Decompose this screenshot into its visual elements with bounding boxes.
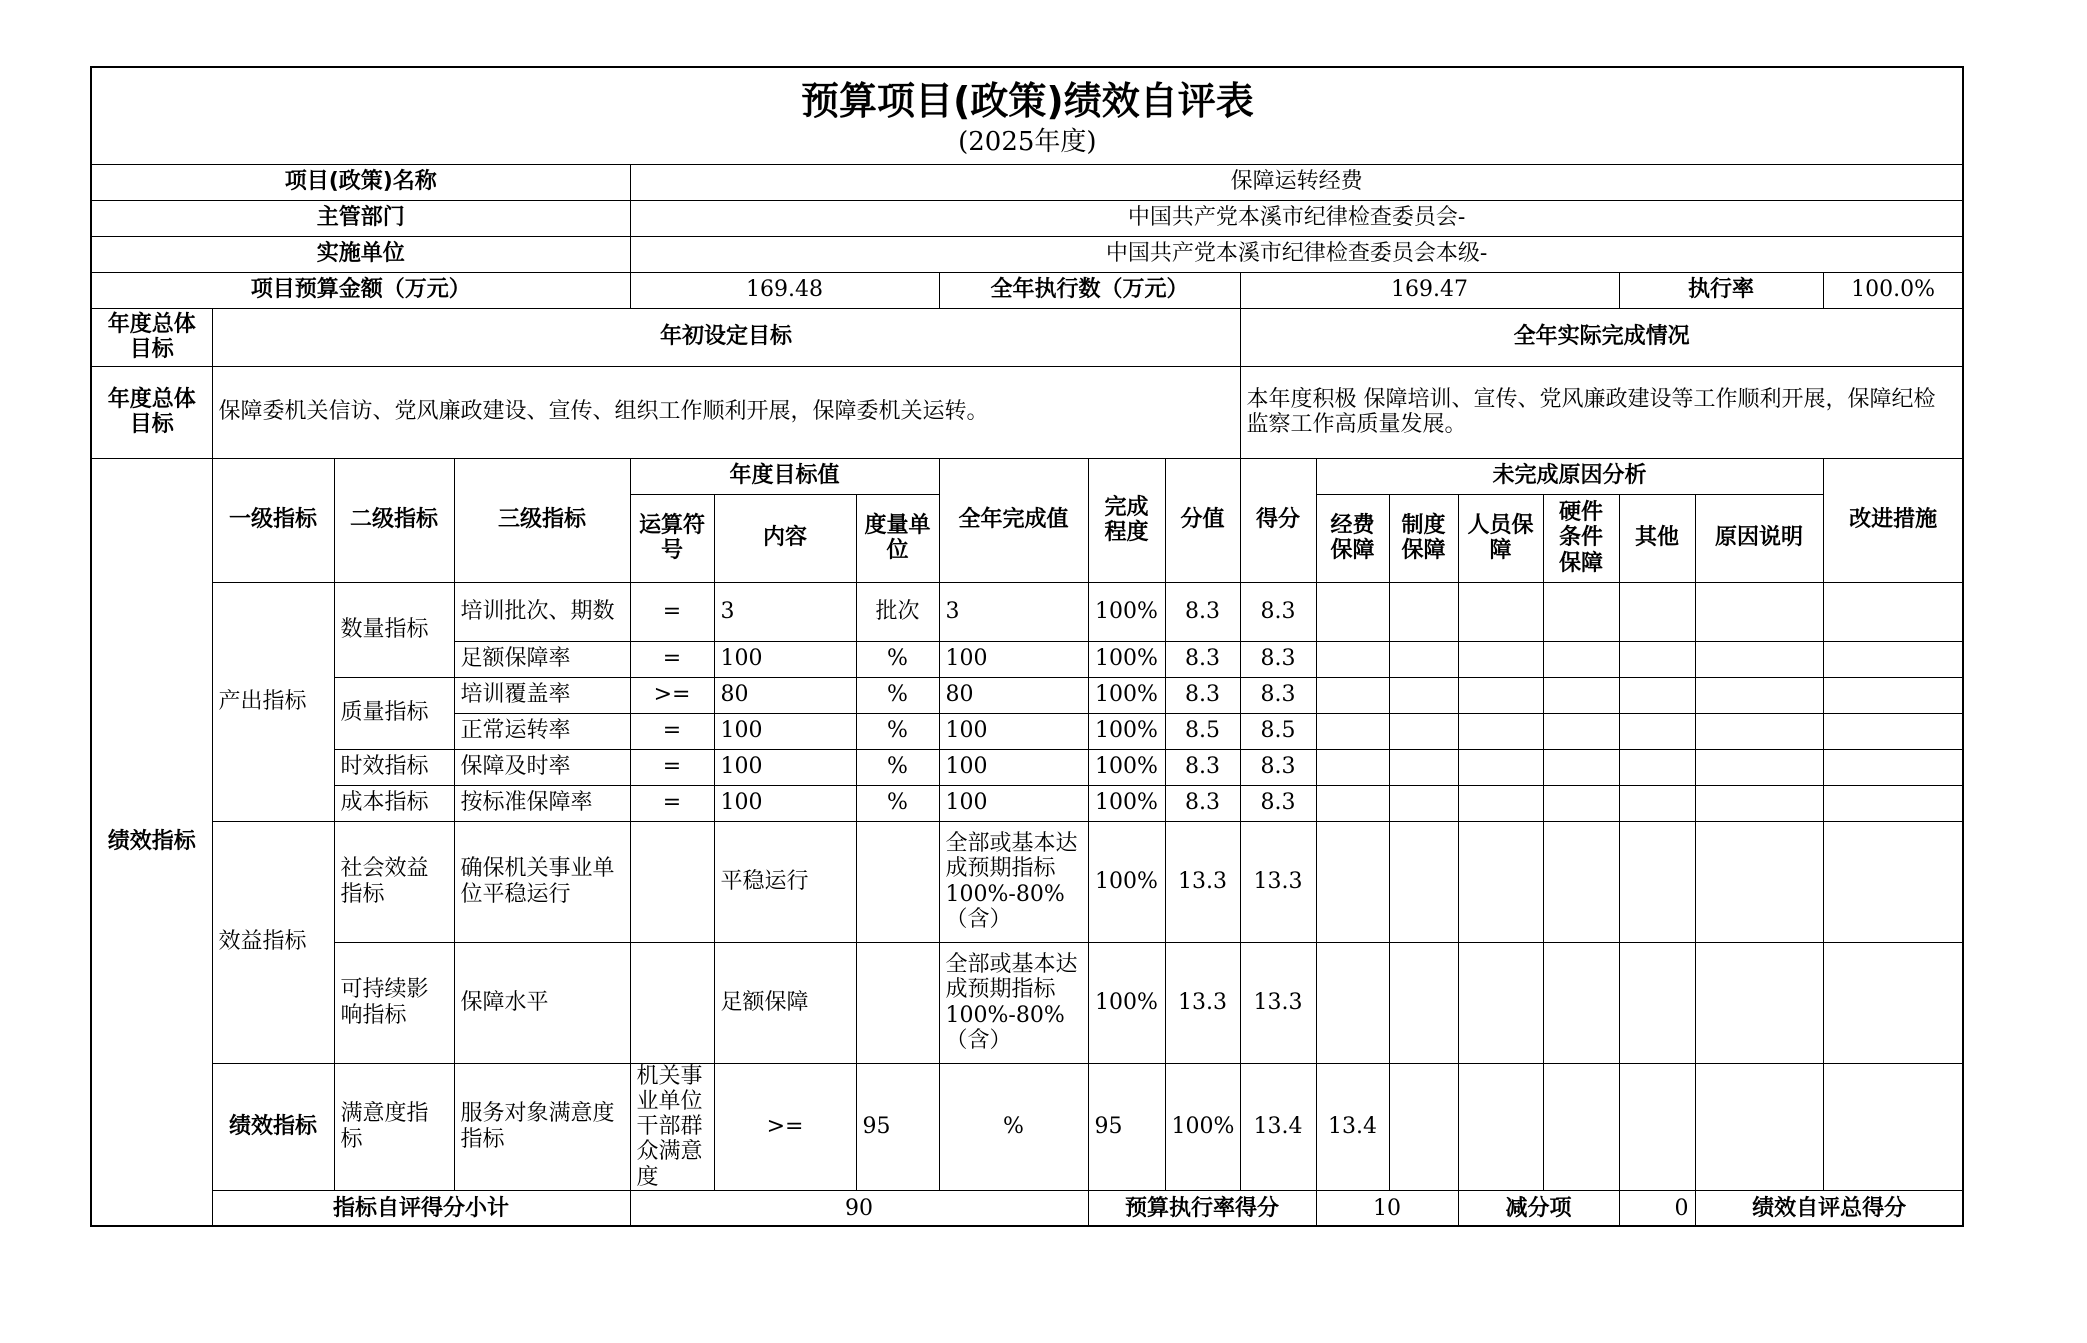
actual-goal-text: 本年度积极 保障培训、宣传、党风廉政建设等工作顺利开展，保障纪检监察工作高质量发展。	[1240, 366, 1963, 458]
group-quantity: 数量指标	[334, 582, 454, 677]
reason-header: 未完成原因分析	[1316, 458, 1823, 494]
indicator-completion: 100%	[1088, 582, 1165, 641]
reason-other-header: 其他	[1619, 494, 1695, 582]
indicator-content: 100	[714, 749, 856, 785]
indicator-value: 8.3	[1165, 677, 1240, 713]
indicator-done: 全部或基本达成预期指标100%-80%（含）	[939, 942, 1088, 1063]
operator-header: 运算符号	[630, 494, 714, 582]
dept-value: 中国共产党本溪市纪律检查委员会-	[630, 200, 1963, 236]
reason-fund-header: 经费保障	[1316, 494, 1389, 582]
indicator-content: 100	[714, 785, 856, 821]
rate-label: 执行率	[1619, 272, 1823, 308]
indicator-unit: %	[856, 677, 939, 713]
indicator-name: 培训批次、期数	[454, 582, 630, 641]
indicator-name: 机关事业单位干部群众满意度	[630, 1063, 714, 1190]
table-row	[91, 942, 1963, 1063]
annual-done-header: 全年完成值	[939, 458, 1088, 582]
indicator-name: 足额保障率	[454, 641, 630, 677]
indicator-op: =	[630, 785, 714, 821]
reason-hw-header: 硬件条件保障	[1543, 494, 1619, 582]
indicator-done: 全部或基本达成预期指标100%-80%（含）	[939, 821, 1088, 942]
indicator-name: 保障水平	[454, 942, 630, 1063]
indicator-content: 足额保障	[714, 942, 856, 1063]
indicator-completion: 100%	[1088, 942, 1165, 1063]
indicator-done: 3	[939, 582, 1088, 641]
budget-label: 项目预算金额（万元）	[91, 272, 630, 308]
exec-label: 全年执行数（万元）	[939, 272, 1240, 308]
indicator-completion: 100%	[1088, 821, 1165, 942]
reason-system-header: 制度保障	[1389, 494, 1458, 582]
indicator-content: 80	[714, 677, 856, 713]
rate-value: 100.0%	[1823, 272, 1963, 308]
table-row	[91, 582, 1963, 641]
perf-label: 绩效指标	[212, 1063, 334, 1190]
score-value-header: 分值	[1165, 458, 1240, 582]
reason-staff-header: 人员保障	[1458, 494, 1543, 582]
initial-goal-header: 年初设定目标	[212, 308, 1240, 366]
subtotal-label: 指标自评得分小计	[212, 1190, 630, 1226]
improve-header: 改进措施	[1823, 458, 1963, 582]
indicator-score: 8.3	[1240, 785, 1316, 821]
table-row	[91, 749, 1963, 785]
subtotal-value: 90	[630, 1190, 1088, 1226]
group-benefit: 效益指标	[212, 821, 334, 1063]
indicator-score: 8.3	[1240, 677, 1316, 713]
group-social: 社会效益指标	[334, 821, 454, 942]
indicator-value: 13.3	[1165, 821, 1240, 942]
page-subtitle: (2025年度)	[958, 126, 1097, 157]
group-service: 服务对象满意度指标	[454, 1063, 630, 1190]
content-header: 内容	[714, 494, 856, 582]
indicator-unit	[856, 942, 939, 1063]
indicator-op: =	[630, 713, 714, 749]
group-timeliness: 时效指标	[334, 749, 454, 785]
level3-header: 三级指标	[454, 458, 630, 582]
indicator-content: 100	[714, 641, 856, 677]
indicator-op: >=	[630, 677, 714, 713]
indicator-score: 8.5	[1240, 713, 1316, 749]
indicator-score: 13.3	[1240, 942, 1316, 1063]
indicator-score: 8.3	[1240, 582, 1316, 641]
indicator-value: 13.4	[1240, 1063, 1316, 1190]
indicator-name: 正常运转率	[454, 713, 630, 749]
indicator-unit	[856, 821, 939, 942]
indicator-name: 按标准保障率	[454, 785, 630, 821]
indicator-op: =	[630, 582, 714, 641]
indicator-value: 8.5	[1165, 713, 1240, 749]
indicator-score: 13.3	[1240, 821, 1316, 942]
budget-score-label: 预算执行率得分	[1088, 1190, 1316, 1226]
indicator-unit: %	[856, 713, 939, 749]
indicator-value: 8.3	[1165, 582, 1240, 641]
indicator-content: 3	[714, 582, 856, 641]
indicator-op	[630, 942, 714, 1063]
indicator-op	[630, 821, 714, 942]
table-row	[91, 1063, 1963, 1190]
indicator-content: 95	[856, 1063, 939, 1190]
unit-label: 实施单位	[91, 236, 630, 272]
table-row	[91, 677, 1963, 713]
indicator-op: >=	[714, 1063, 856, 1190]
indicator-name: 确保机关事业单位平稳运行	[454, 821, 630, 942]
indicator-completion: 100%	[1088, 749, 1165, 785]
project-name-label: 项目(政策)名称	[91, 164, 630, 200]
budget-value: 169.48	[630, 272, 939, 308]
indicator-value: 8.3	[1165, 641, 1240, 677]
indicator-done: 100	[939, 641, 1088, 677]
indicator-unit: 批次	[856, 582, 939, 641]
indicator-score: 8.3	[1240, 749, 1316, 785]
indicator-unit: %	[856, 749, 939, 785]
table-row	[91, 821, 1963, 942]
score-header: 得分	[1240, 458, 1316, 582]
dept-label: 主管部门	[91, 200, 630, 236]
goal-row-label: 年度总体目标	[91, 366, 212, 458]
group-quality: 质量指标	[334, 677, 454, 749]
indicator-done: 100	[939, 749, 1088, 785]
indicator-value: 8.3	[1165, 749, 1240, 785]
perf-label: 绩效指标	[91, 458, 212, 1226]
group-cost: 成本指标	[334, 785, 454, 821]
indicator-content: 100	[714, 713, 856, 749]
group-output: 产出指标	[212, 582, 334, 821]
completion-header: 完成程度	[1088, 458, 1165, 582]
indicator-op: =	[630, 749, 714, 785]
indicator-completion: 100%	[1165, 1063, 1240, 1190]
level2-header: 二级指标	[334, 458, 454, 582]
indicator-name: 培训覆盖率	[454, 677, 630, 713]
indicator-content: 平稳运行	[714, 821, 856, 942]
performance-table	[90, 66, 1964, 1227]
level1-header: 一级指标	[212, 458, 334, 582]
deduct-value: 0	[1619, 1190, 1695, 1226]
indicator-score: 8.3	[1240, 641, 1316, 677]
indicator-done: 100	[939, 785, 1088, 821]
annual-target-header: 年度目标值	[630, 458, 939, 494]
indicator-unit: %	[939, 1063, 1088, 1190]
group-sustain: 可持续影响指标	[334, 942, 454, 1063]
indicator-value: 13.3	[1165, 942, 1240, 1063]
deduct-label: 减分项	[1458, 1190, 1619, 1226]
exec-value: 169.47	[1240, 272, 1619, 308]
group-satisfaction: 满意度指标	[334, 1063, 454, 1190]
budget-score-value: 10	[1316, 1190, 1458, 1226]
unit-value: 中国共产党本溪市纪律检查委员会本级-	[630, 236, 1963, 272]
unit-header: 度量单位	[856, 494, 939, 582]
indicator-completion: 100%	[1088, 641, 1165, 677]
indicator-score: 13.4	[1316, 1063, 1389, 1190]
actual-goal-header: 全年实际完成情况	[1240, 308, 1963, 366]
initial-goal-text: 保障委机关信访、党风廉政建设、宣传、组织工作顺利开展，保障委机关运转。	[212, 366, 1240, 458]
indicator-completion: 100%	[1088, 785, 1165, 821]
goal-row-label: 年度总体目标	[91, 308, 212, 366]
indicator-unit: %	[856, 641, 939, 677]
reason-note-header: 原因说明	[1695, 494, 1823, 582]
indicator-completion: 100%	[1088, 677, 1165, 713]
indicator-value: 8.3	[1165, 785, 1240, 821]
page-title: 预算项目(政策)绩效自评表	[800, 78, 1254, 123]
indicator-unit: %	[856, 785, 939, 821]
indicator-done: 80	[939, 677, 1088, 713]
project-name-value: 保障运转经费	[630, 164, 1963, 200]
total-label: 绩效自评总得分	[1695, 1190, 1963, 1226]
indicator-done: 95	[1088, 1063, 1165, 1190]
indicator-completion: 100%	[1088, 713, 1165, 749]
indicator-done: 100	[939, 713, 1088, 749]
indicator-name: 保障及时率	[454, 749, 630, 785]
table-row	[91, 785, 1963, 821]
indicator-op: =	[630, 641, 714, 677]
title-cell	[91, 67, 1963, 164]
